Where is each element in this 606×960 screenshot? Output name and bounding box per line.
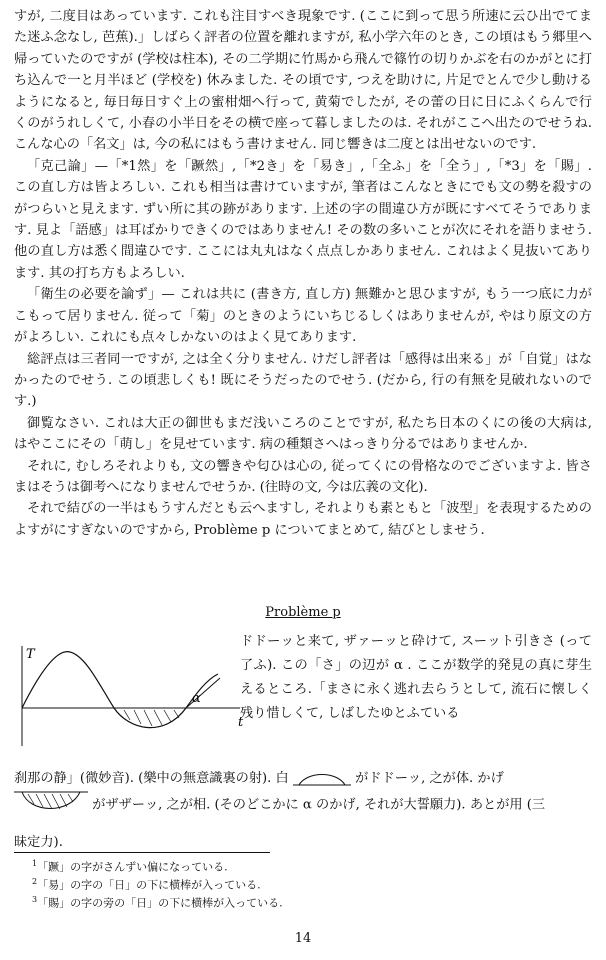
paragraph: 「衛生の必要を論ず」— これは共に (書き方, 直し方) 無難かと思ひますが, もう一つ底に力がこもって居りません. 従って「菊」のときのようにいちじるしくはありませんが, やはり原文の方がよろしい. これにも点々しかないのはよく見てあります. [14, 287, 592, 346]
problem-continuation-line [14, 768, 594, 789]
problem-paragraph: ドドーッと来て, ザァーッと砕けて, スーット引きさ (って了ふ). この「さ」の辺が α . ここが数学的発見の真に芽生えるところ.「まさに永く逃れ去らうとして, 流石に懐しく残り惜しくて, しばしたゆとふている [240, 634, 592, 721]
crest-icon [293, 769, 351, 789]
problem-continuation-line2 [14, 788, 594, 828]
page-number: 14 [294, 931, 312, 946]
section-title: Problème p [265, 605, 341, 620]
sine-wave-figure [14, 638, 250, 754]
paragraph: それに, むしろそれよりも, 文の響きや匂ひは心の, 従ってくにの骨格なのでございますよ. 皆さまはそうは御考へになりませんでせうか. (往時の文, 今は広義の文化). [14, 458, 592, 495]
footnote: $^2$「易」の字の「日」の下に横棒が入っている. [32, 877, 261, 892]
continuation-text-b: がドドーッ, 之が体. かげ [355, 771, 504, 786]
paragraph: それで結びの一半はもうすんだとも云へますし, それよりも素ともと「波型」を表現するためのよすがにすぎないのですから, Problème p についてまとめて, 結びとしませう. [14, 501, 592, 538]
footnote: $^1$「蹶」の字がさんずい偏になっている. [32, 859, 228, 874]
footnote-rule [14, 852, 270, 853]
footnotes [32, 857, 283, 911]
continuation-text-a: 刹那の静」(微妙音). (樂中の無意識裏の射). 白 [14, 771, 289, 786]
trough-icon [14, 788, 88, 818]
paragraph: 御覧なさい. これは大正の御世もまだ浅いころのことですが, 私たち日本のくにの後の大病は, はやここにその「萌し」を見せています. 病の種類さへはっきり分るではありませんか. [14, 415, 592, 453]
footnote: $^3$「賜」の字の旁の「日」の下に横棒が入っている. [32, 895, 283, 910]
paragraph: すが, 二度目はあっています. これも注目すべき現象です. (ここに到って思う所速に云ひ出でてまた迷ふ念なし, 芭蕉).」しばらく評者の位置を離れますが, 私小学六年のとき, この頃はもう郷里へ帰っていたのですが (学校は柱本), その二学期に竹馬から飛んで篠竹の切りかぶを右のかがとに打ち込んで一と月半ほど (学校を) 休みました. その頃です, つえを助けに, 片足でとんで少し動けるようになると, 毎日毎日すぐ上の蜜柑畑へ行って, 黄菊でしたが, その蕾の日に日にふくらんで行くのがうれしくて, 小春の小半日をその横で座って暮しましたのは. それがここへ出たのでせうね. こんな心の「名文」は, 今の私にはもう書けません. 同じ響きは二度とは出せないのです. [14, 9, 592, 153]
problem-text [240, 630, 592, 726]
paragraph: 総評点は三者同一ですが, 之は全く分りません. けだし評者は「感得は出来る」が「自覚」はなかったのでせう. この頃悲しくも! 既にそうだったのでせう. (だから, 行の有無を見破れないのです.) [14, 351, 592, 410]
continuation-text-c: がザザーッ, 之が相. (そのどこかに α のかげ, それが大誓願力). あとが用 (三 [92, 797, 546, 813]
axis-x-label: t [238, 715, 244, 730]
alpha-label: α [192, 691, 201, 706]
problem-continuation-line3: 昧定力). [14, 835, 63, 850]
sine-curve [22, 652, 218, 728]
body-text [14, 6, 592, 541]
paragraph: 「克己論」—「*1然」を「蹶然」,「*2き」を「易き」,「全ふ」を「全う」,「*3」を「賜」. この直し方は皆よろしい. これも相当は書けていますが, 筆者はこんなときにでも文の勢を殺すのがつらいと見えます. ずい所に其の跡があります. 上述の字の間違ひ方が既にすべてそうであります. 見よ「語感」は耳ばかりできくのではありません! その数の多いことが次にそれを語りませう. 他の直し方は悉く間違ひです. ここには丸丸はなく点点しかありません. これはよく見抜いてあります. 其の打ち方もよろしい. [14, 158, 592, 281]
axis-t-label: T [26, 647, 35, 662]
